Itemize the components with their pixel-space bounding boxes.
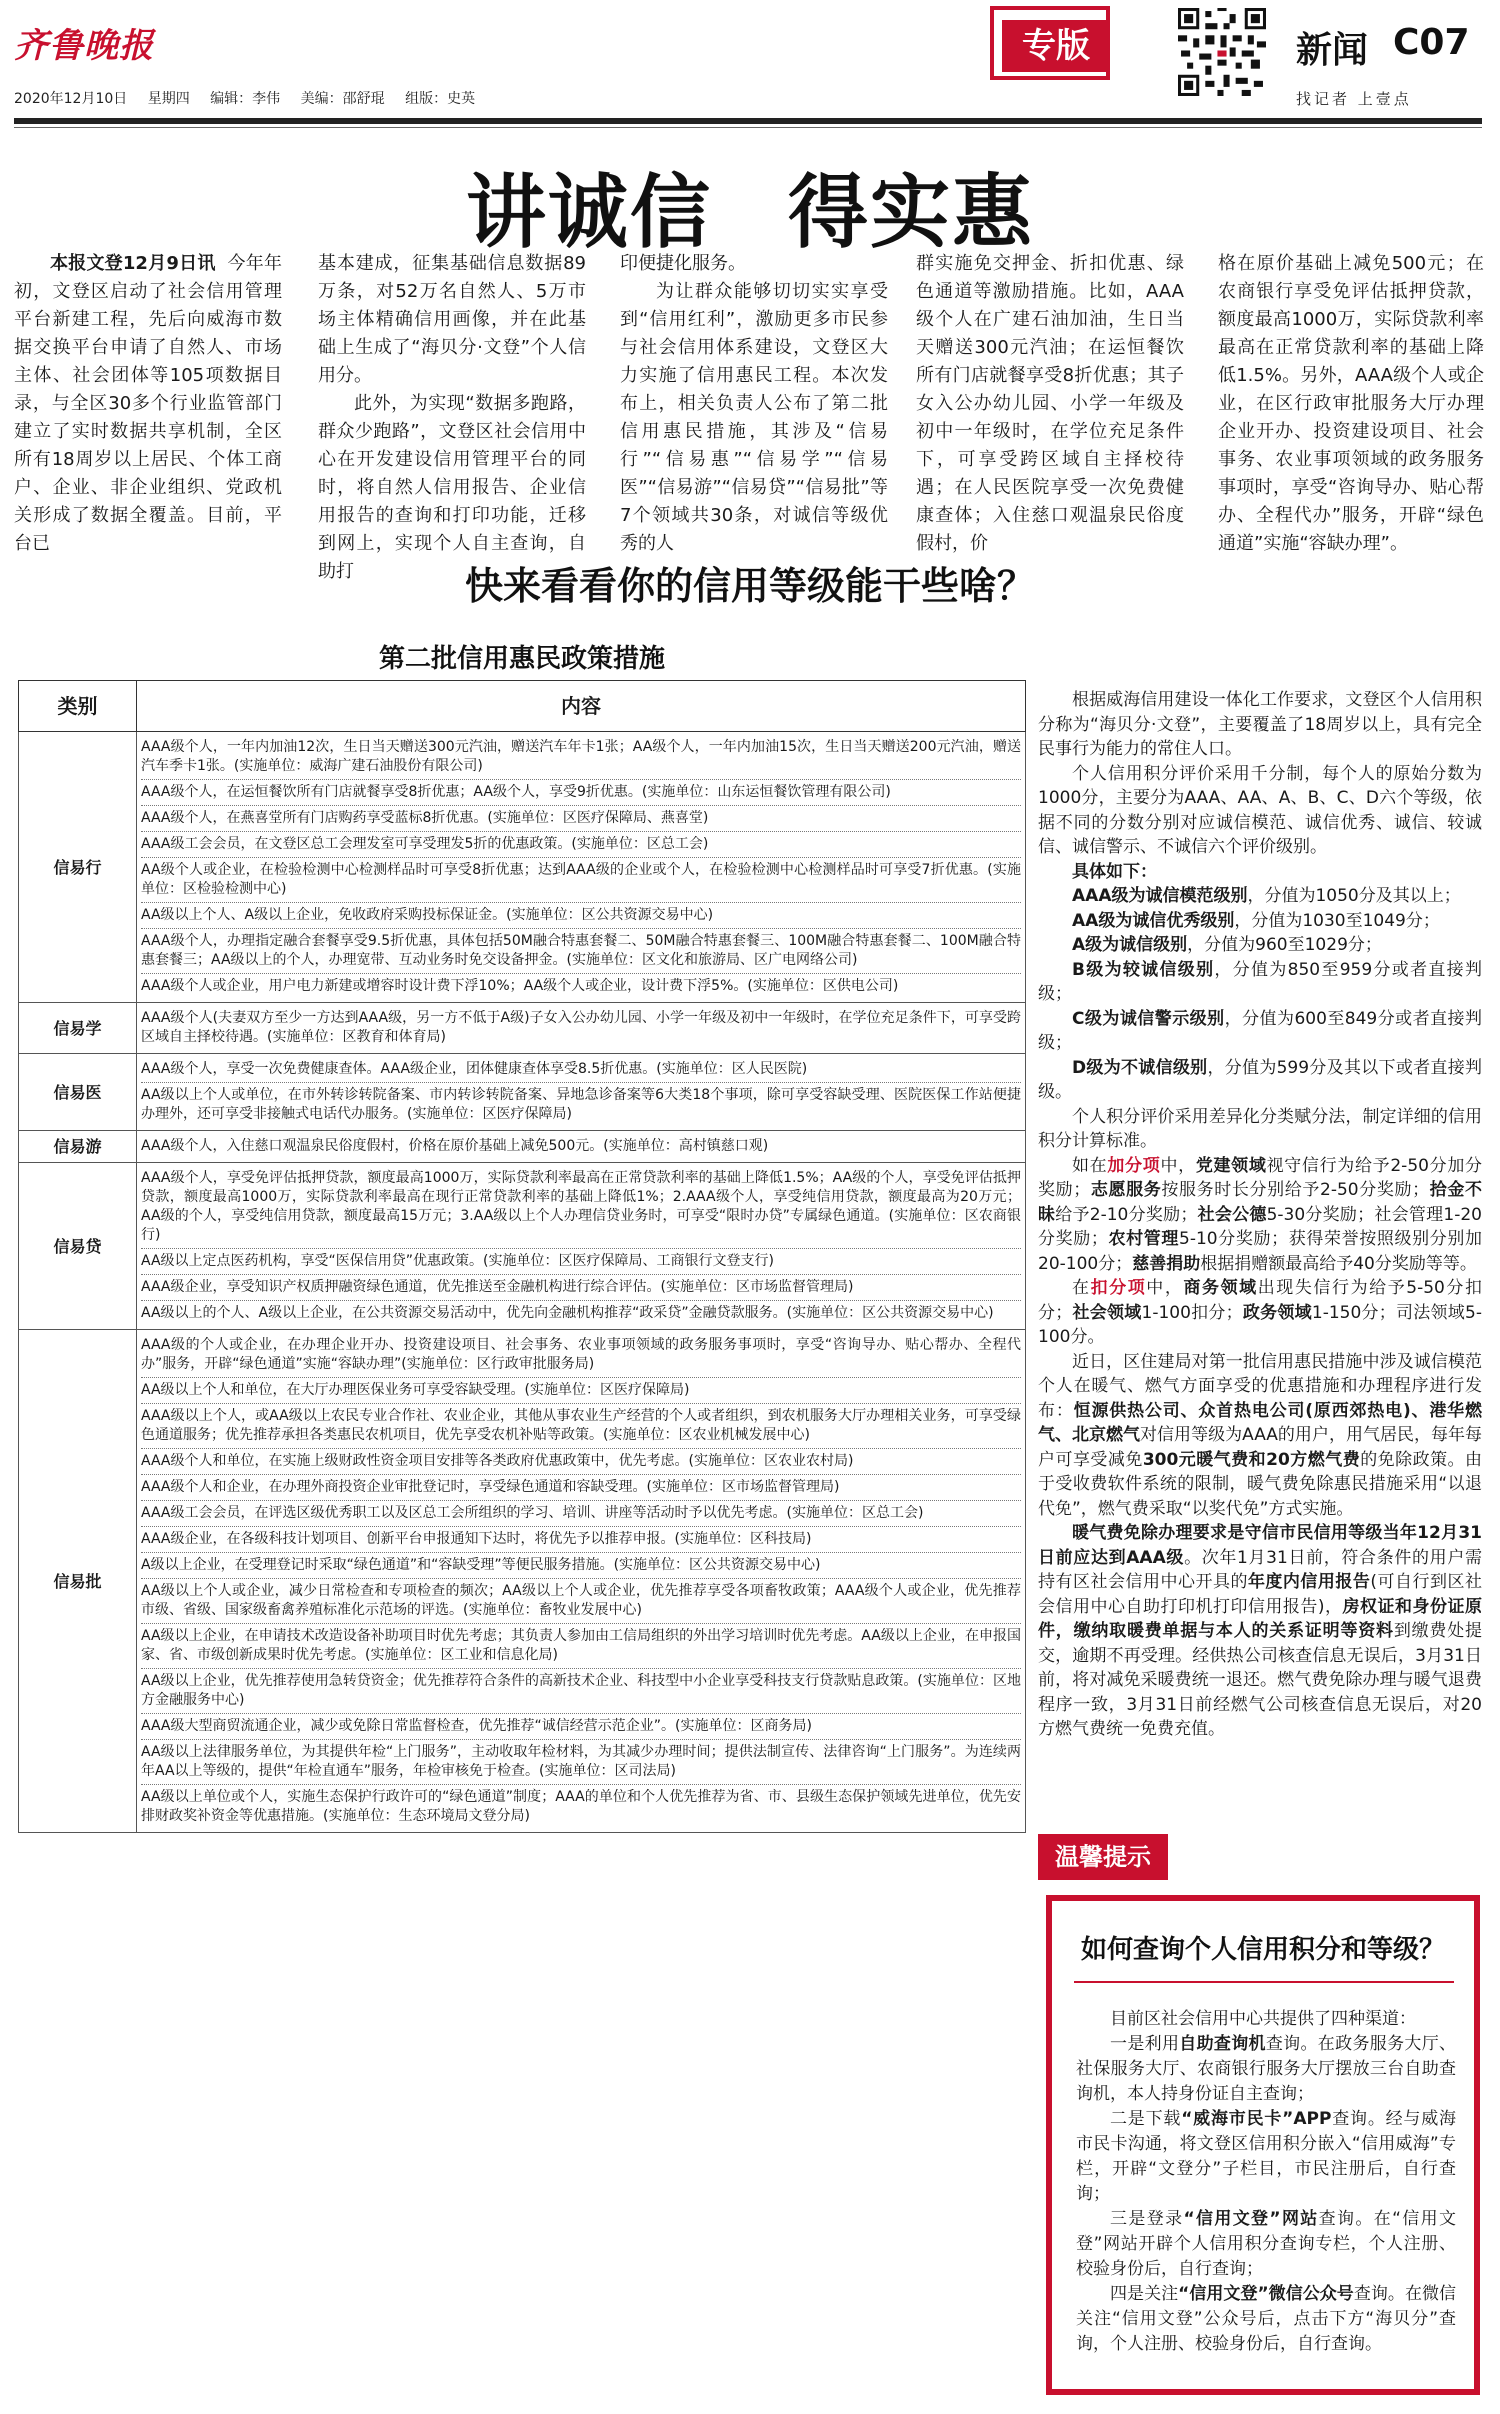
issue-meta: [14, 88, 491, 108]
header-content: 内容: [137, 681, 1026, 732]
intro-paragraph: [14, 250, 282, 558]
policy-item: AA级个人或企业，在检验检测中心检测样品时可享受8折优惠；达到AAA级的企业或个人，在检验检测中心检测样品时可享受7折优惠。(实施单位：区检验检测中心): [141, 858, 1021, 903]
intro-column-5: [1218, 250, 1484, 558]
table-title: 第二批信用惠民政策措施: [378, 644, 665, 674]
issue-date: 2020年12月10日: [14, 91, 128, 107]
credit-rules-column: [1038, 688, 1482, 1742]
policy-item: AAA级企业，享受知识产权质押融资绿色通道，优先推送至金融机构进行综合评估。(实施单位：区市场监督管理局): [141, 1275, 1021, 1301]
text: 慈善捐助: [1132, 1253, 1201, 1274]
tips-channel-1: [1076, 2032, 1456, 2107]
text: 三是登录: [1110, 2209, 1184, 2229]
policy-item: AAA级个人，享受免评估抵押贷款，额度最高1000万，实际贷款利率最高在正常贷款利率的基础上降低1.5%；AA级的个人，享受免评估抵押贷款，额度最高1000万，实际贷款利率最高在现行正常贷款利率的基础上降低1%；2.AAA级个人，享受纯信用贷款，额度最高为20万元；AA级的个人，享受纯信用贷款，额度最高15万元；3.AA级以上个人办理信贷业务时，可享受“限时办贷”专属绿色通道。(实施单位：区农商银行): [141, 1166, 1021, 1249]
policy-item: AAA级个人和企业，在办理外商投资企业审批登记时，享受绿色通道和容缺受理。(实施单位：区市场监督管理局): [141, 1475, 1021, 1501]
text: 一是利用: [1110, 2034, 1180, 2054]
text: 商务领域: [1183, 1278, 1258, 1298]
category-cell: 信易贷: [19, 1163, 137, 1330]
text: 到缴费处提交，逾期不再受理。经供热公司核查信息无误后，3月31日前，将对减免采暖费统一退还。燃气费免除办理与暖气退费程序一致，3月31日前经燃气公司核查信息无误后，对20方燃气费统一免费充值。: [1038, 1621, 1483, 1739]
tips-channel-3: [1076, 2207, 1456, 2282]
dateline: 本报文登12月9日讯: [50, 253, 216, 274]
policy-item: AAA级大型商贸流通企业，减少或免除日常监督检查，优先推荐“诚信经营示范企业”。(实施单位：区商务局): [141, 1714, 1021, 1740]
reporter-slogan: 找记者 上壹点: [1296, 90, 1412, 108]
body-paragraph: 个人积分评价采用差异化分类赋分法，制定详细的信用积分计算标准。: [1038, 1106, 1482, 1151]
policy-item: AA级以上的个人、A级以上企业，在公共资源交易活动中，优先向金融机构推荐“政采贷”金融贷款服务。(实施单位：区公共资源交易中心): [141, 1305, 994, 1321]
section-name: 新闻: [1296, 30, 1369, 71]
policy-item: AAA级的个人或企业，在办理企业开办、投资建设项目、社会事务、农业事项领域的政务服务事项时，享受“咨询导办、贴心帮办、全程代办”服务，开辟“绿色通道”实施“容缺办理”(实施单位：区行政审批服务局): [141, 1333, 1021, 1378]
text: 房权证和身份证原件，缴纳取暖费单据与本人的关系证明等资料: [1038, 1596, 1482, 1641]
text: 政务领域: [1242, 1302, 1312, 1323]
text: 给予2-10分奖励；: [1055, 1204, 1198, 1225]
policy-item: AAA级个人，享受一次免费健康查体。AAA级企业，团体健康查体享受8.5折优惠。(实施单位：区人民医院): [141, 1057, 1021, 1083]
tips-title: 如何查询个人信用积分和等级？: [1080, 1935, 1445, 1965]
text: 社会公德: [1197, 1204, 1267, 1225]
content-cell: [137, 1003, 1026, 1054]
level-range: ，分值为1030至1049分；: [1234, 910, 1440, 931]
policy-item: AA级以上个人或单位，在市外转诊转院备案、市内转诊转院备案、异地急诊备案等6大类18个事项，除可享受容缺受理、医院医保工作站便捷办理外，还可享受非接触式电话代办服务。(实施单位：区医疗保障局): [141, 1087, 1021, 1122]
text: 视守信行为给予2-50分加分奖励；: [1038, 1155, 1483, 1200]
level-range: ，分值为599分及其以下或者直接判级。: [1038, 1057, 1482, 1102]
text: 中，: [1146, 1278, 1184, 1298]
text: 。次年1月31日前，符合条件的用户需持有区社会信用中心开具的: [1038, 1547, 1482, 1592]
table-header-row: [19, 681, 1026, 732]
level-range: ，分值为1050分及其以上；: [1247, 886, 1461, 906]
levels-title: 具体如下：: [1072, 861, 1157, 882]
policy-item: AAA级个人，办理指定融合套餐享受9.5折优惠，具体包括50M融合特惠套餐二、50M融合特惠套餐三、100M融合特惠套餐二、100M融合特惠套餐三；AA级以上的个人，办理宽带、互动业务时免交设备押金。(实施单位：区文化和旅游局、区广电网络公司): [141, 929, 1021, 974]
text: 5-30分奖励；社会管理1-20分奖励；: [1038, 1204, 1482, 1249]
intro-paragraph: 此外，为实现“数据多跑路，群众少跑路”，文登区社会信用中心在开发建设信用管理平台的同时，将自然人信用报告、企业信用报告的查询和打印功能，迁移到网上，实现个人自主查询，自助打: [318, 393, 586, 582]
level-a: [1038, 933, 1482, 958]
bonus-paragraph: [1038, 1154, 1482, 1277]
level-b: [1038, 958, 1482, 1007]
policy-item: AAA级个人，入住慈口观温泉民俗度假村，价格在原价基础上减免500元。(实施单位：高村镇慈口观): [141, 1138, 769, 1154]
paper-logo: 齐鲁晚报: [14, 26, 154, 66]
policy-item: AAA级个人，一年内加油12次，生日当天赠送300元汽油，赠送汽车年卡1张；AA级个人，一年内加油15次，生日当天赠送200元汽油，赠送汽车季卡1张。(实施单位：威海广建石油股份有限公司): [141, 735, 1021, 780]
category-cell: 信易批: [19, 1330, 137, 1833]
intro-paragraph: 为让群众能够切切实实享受到“信用红利”，激励更多市民参与社会信用体系建设，文登区大力实施了信用惠民工程。本次发布上，相关负责人公布了第二批信用惠民措施，其涉及“信易行”“信易惠”“信易学”“信易医”“信易游”“信易贷”“信易批”等7个领域共30条，对诚信等级优秀的人: [620, 281, 888, 554]
level-range: ，分值为850至959分或者直接判级；: [1038, 959, 1482, 1004]
level-name: AA级为诚信优秀级别: [1072, 910, 1235, 931]
level-aa: [1038, 909, 1482, 934]
policy-item: AA级以上个人或企业，减少日常检查和专项检查的频次；AA级以上个人或企业，优先推荐享受各项畜牧政策；AAA级个人或企业，优先推荐市级、省级、国家级畜禽养殖标准化示范场的评选。(实施单位：畜牧业发展中心): [141, 1579, 1021, 1624]
text: 暖气费免除办理要求是守信市民信用等级当年12月31日前应达到AAA级: [1038, 1523, 1482, 1568]
level-c: [1038, 1007, 1482, 1056]
text: 中，: [1160, 1155, 1196, 1176]
policy-item: A级以上企业，在受理登记时采取“绿色通道”和“容缺受理”等便民服务措施。(实施单位：区公共资源交易中心): [141, 1553, 1021, 1579]
text: 出现失信行为给予5-50分扣分；: [1038, 1278, 1483, 1323]
text: (可自行到区社会信用中心自助打印机打印信用报告)，: [1038, 1572, 1483, 1617]
policy-item: AAA级个人或企业，用户电力新建或增容时设计费下浮10%；AA级个人或企业，设计费下浮5%。(实施单位：区供电公司): [141, 978, 899, 994]
issue-weekday: 星期四: [147, 91, 190, 107]
text: 按服务时长分别给予2-50分奖励；: [1161, 1180, 1430, 1200]
level-aaa: [1038, 884, 1482, 909]
level-d: [1038, 1056, 1482, 1105]
category-cell: 信易游: [19, 1131, 137, 1163]
content-cell: [137, 732, 1026, 1003]
text: 在: [1072, 1278, 1091, 1298]
category-cell: 信易医: [19, 1054, 137, 1131]
bonus-label: 加分项: [1107, 1155, 1161, 1176]
policy-item: AAA级个人，在运恒餐饮所有门店就餐享受8折优惠；AA级个人，享受9折优惠。(实施单位：山东运恒餐饮管理有限公司): [141, 780, 1021, 806]
header-category: 类别: [19, 681, 137, 732]
level-name: AAA级为诚信模范级别: [1072, 886, 1248, 906]
text: 300元暖气费和20方燃气费: [1142, 1449, 1361, 1470]
table-row: [19, 1054, 1026, 1131]
level-name: A级为诚信级别: [1072, 935, 1188, 955]
text: 对信用等级为AAA的用户，用气居民，每年每户可享受减免: [1038, 1425, 1482, 1470]
text: 5-10分奖励；获得荣誉按照级别分别加20-100分；: [1038, 1229, 1483, 1274]
category-cell: 信易学: [19, 1003, 137, 1054]
intro-column-1: [14, 250, 282, 558]
table-row: [19, 1163, 1026, 1330]
policy-item: AA级以上单位或个人，实施生态保护行政许可的“绿色通道”制度；AAA的单位和个人优先推荐为省、市、县级生态保护领域先进单位，优先安排财政奖补资金等优惠措施。(实施单位：生态环境局文登分局): [141, 1789, 1021, 1824]
level-name: B级为较诚信级别: [1072, 959, 1215, 980]
text: 拾金不昧: [1038, 1180, 1483, 1225]
text: 四是关注: [1110, 2284, 1179, 2304]
body-paragraph: 根据威海信用建设一体化工作要求，文登区个人信用积分称为“海贝分·文登”，主要覆盖了18周岁以上，具有完全民事行为能力的常住人口。: [1038, 690, 1482, 759]
table-row: [19, 1330, 1026, 1833]
tips-body: [1076, 2007, 1456, 2357]
level-range: ，分值为960至1029分；: [1187, 935, 1382, 955]
body-paragraph: 个人信用积分评价采用千分制，每个人的原始分数为1000分，主要分为AAA、AA、A、B、C、D六个等级，依据不同的分数分别对应诚信模范、诚信优秀、诚信、较诚信、诚信警示、不诚信六个评价级别。: [1038, 763, 1482, 857]
text: 社会领域: [1072, 1302, 1142, 1323]
policy-item: AAA级以上个人，或AA级以上农民专业合作社、农业企业，其他从事农业生产经营的个人或者组织，到农机服务大厅办理相关业务，可享受绿色通道服务；优先推荐承担各类惠民农机项目，优先享受农机补贴等政策。(实施单位：区农业机械发展中心): [141, 1404, 1021, 1449]
masthead-rule: [14, 118, 1482, 124]
masthead-rule-thin: [14, 127, 1482, 128]
policy-item: AAA级个人和单位，在实施上级财政性资金项目安排等各类政府优惠政策中，优先考虑。(实施单位：区农业农村局): [141, 1449, 1021, 1475]
channel-name: “威海市民卡”APP: [1181, 2109, 1332, 2129]
text: 1-100扣分；: [1141, 1302, 1243, 1323]
intro-text: 今年年初，文登区启动了社会信用管理平台新建工程，先后向威海市数据交换平台申请了自然人、市场主体、社会团体等105项数据目录，与全区30多个行业监管部门建立了实时数据共享机制，全区所有18周岁以上居民、个体工商户、企业、非企业组织、党政机关形成了数据全覆盖。目前，平台已: [14, 253, 283, 554]
tips-label: 温馨提示: [1038, 1834, 1168, 1880]
heating-procedure-paragraph: [1038, 1521, 1482, 1742]
intro-paragraph: 基本建成，征集基础信息数据89万条，对52万名自然人、5万市场主体精确信用画像，并在此基础上生成了“海贝分·文登”个人信用分。: [318, 253, 586, 386]
policy-table: [18, 680, 1026, 1833]
qr-code-icon: [1178, 8, 1266, 96]
art-editor-credit: 美编：邵舒琨: [300, 91, 385, 107]
category-cell: 信易行: [19, 732, 137, 1003]
tips-channel-4: [1076, 2282, 1456, 2357]
level-range: ，分值为600至849分或者直接判级；: [1038, 1008, 1482, 1053]
penalty-paragraph: [1038, 1276, 1482, 1350]
text: 查询。在“信用文登”网站开辟个人信用积分查询专栏，个人注册、校验身份后，自行查询；: [1076, 2209, 1456, 2279]
section-subhead: 快来看看你的信用等级能干些啥？: [464, 564, 1035, 608]
tips-box: [1046, 1895, 1480, 2395]
policy-item: AAA级个人(夫妻双方至少一方达到AAA级，另一方不低于A级)子女入公办幼儿园、小学一年级及初中一年级时，在学位充足条件下，可享受跨区域自主择校待遇。(实施单位：区教育和体育局): [141, 1010, 1021, 1045]
text: 根据捐赠额最高给予40分奖励等等。: [1200, 1253, 1477, 1274]
policy-item: AA级以上个人和单位，在大厅办理医保业务可享受容缺受理。(实施单位：区医疗保障局): [141, 1378, 1021, 1404]
policy-item: AA级以上法律服务单位，为其提供年检“上门服务”，主动收取年检材料，为其减少办理时间；提供法制宣传、法律咨询“上门服务”。为连续两年AA以上等级的，提供“年检直通车”服务，年检审核免于检查。(实施单位：区司法局): [141, 1740, 1021, 1785]
policy-item: AA级以上个人、A级以上企业，免收政府采购投标保证金。(实施单位：区公共资源交易中心): [141, 903, 1021, 929]
heating-paragraph: [1038, 1350, 1482, 1522]
table-row: [19, 1003, 1026, 1054]
tips-divider: [1074, 1981, 1454, 1983]
channel-name: “信用文登”网站: [1183, 2209, 1319, 2229]
intro-column-2: [318, 250, 586, 586]
intro-paragraph: 格在原价基础上减免500元；在农商银行享受免评估抵押贷款，额度最高1000万，实际贷款利率最高在正常贷款利率的基础上降低1.5%。另外，AAA级个人或企业，在区行政审批服务大厅办理企业开办、投资建设项目、社会事务、农业事项领域的政务服务事项时，享受“咨询导办、贴心帮办、全程代办”服务，开辟“绿色通道”实施“容缺办理”。: [1218, 253, 1484, 554]
edition-label: 专版: [1002, 20, 1110, 72]
level-name: D级为不诚信级别: [1072, 1057, 1208, 1078]
text: 1-150分；司法领域5-100分。: [1038, 1302, 1482, 1347]
policy-item: AA级以上企业，在申请技术改造设备补助项目时优先考虑；其负责人参加由工信局组织的外出学习培训时优先考虑。AA级以上企业，在申报国家、省、市级创新成果时优先考虑。(实施单位：区工业和信息化局): [141, 1624, 1021, 1669]
policy-item: AAA级企业，在各级科技计划项目、创新平台申报通知下达时，将优先予以推荐申报。(实施单位：区科技局): [141, 1527, 1021, 1553]
headline-part-2: 得实惠: [788, 166, 1034, 259]
intro-paragraph: 印便捷化服务。: [620, 253, 746, 274]
channel-name: “信用文登”微信公众号: [1178, 2284, 1354, 2304]
policy-item: AAA级工会会员，在文登区总工会理发室可享受理发5折的优惠政策。(实施单位：区总工会): [141, 832, 1021, 858]
text: 近日，区住建局对第一批信用惠民措施中涉及诚信模范个人在暖气、燃气方面享受的优惠措施和办理程序进行发布：: [1038, 1351, 1482, 1421]
text: 查询。在政务服务大厅、社保服务大厅、农商银行服务大厅摆放三台自助查询机，本人持身份证自主查询；: [1076, 2034, 1457, 2104]
policy-item: AA级以上定点医药机构，享受“医保信用贷”优惠政策。(实施单位：区医疗保障局、工商银行文登支行): [141, 1249, 1021, 1275]
content-cell: [137, 1131, 1026, 1163]
page-headline: [0, 148, 1500, 263]
editor-credit: 编辑：李伟: [210, 91, 281, 107]
layout-credit: 组版：史英: [405, 91, 476, 107]
policy-item: AAA级个人，在燕喜堂所有门店购药享受蓝标8折优惠。(实施单位：区医疗保障局、燕喜堂): [141, 806, 1021, 832]
text: 农村管理: [1107, 1229, 1180, 1249]
channel-name: 自助查询机: [1179, 2034, 1266, 2054]
content-cell: [137, 1330, 1026, 1833]
page-number: C07: [1393, 22, 1470, 63]
intro-paragraph: 群实施免交押金、折扣优惠、绿色通道等激励措施。比如，AAA级个人在广建石油加油，生日当天赠送300元汽油；在运恒餐饮所有门店就餐享受8折优惠；其子女入公办幼儿园、小学一年级及初中一年级时，在学位充足条件下，可享受跨区域自主择校待遇；在人民医院享受一次免费健康查体；入住慈口观温泉民俗度假村，价: [916, 253, 1184, 554]
headline-part-1: 讲诚信: [466, 166, 712, 259]
text: 年度内信用报告: [1247, 1572, 1371, 1592]
text: 二是下载: [1110, 2109, 1182, 2129]
text: 查询。在微信关注“信用文登”公众号后，点击下方“海贝分”查询，个人注册、校验身份后，自行查询。: [1076, 2284, 1457, 2354]
text: 恒源供热公司、众首热电公司(原西郊热电)、港华燃气、北京燃气: [1038, 1400, 1482, 1445]
policy-item: AA级以上企业，优先推荐使用急转贷资金；优先推荐符合条件的高新技术企业、科技型中小企业享受科技支行贷款贴息政策。(实施单位：区地方金融服务中心): [141, 1669, 1021, 1714]
content-cell: [137, 1054, 1026, 1131]
level-name: C级为诚信警示级别: [1072, 1008, 1225, 1029]
penalty-label: 扣分项: [1090, 1278, 1147, 1298]
policy-item: AAA级工会会员，在评选区级优秀职工以及区总工会所组织的学习、培训、讲座等活动时予以优先考虑。(实施单位：区总工会): [141, 1501, 1021, 1527]
content-cell: [137, 1163, 1026, 1330]
text: 查询。经与威海市民卡沟通，将文登区信用积分嵌入“信用威海”专栏，开辟“文登分”子栏目，市民注册后，自行查询；: [1076, 2109, 1457, 2204]
intro-column-4: [916, 250, 1184, 558]
text: 党建领域: [1195, 1155, 1267, 1176]
text: 如在: [1072, 1155, 1108, 1176]
text: 志愿服务: [1090, 1180, 1162, 1200]
tips-channel-2: [1076, 2107, 1456, 2207]
tips-paragraph: 目前区社会信用中心共提供了四种渠道：: [1110, 2009, 1416, 2029]
table-row: [19, 732, 1026, 1003]
table-row: [19, 1131, 1026, 1163]
intro-column-3: [620, 250, 888, 558]
text: 的免除政策。由于受收费软件系统的限制，暖气费免除惠民措施采用“以退代免”，燃气费采取“以奖代免”方式实施。: [1038, 1449, 1483, 1519]
edition-badge: [990, 6, 1110, 80]
